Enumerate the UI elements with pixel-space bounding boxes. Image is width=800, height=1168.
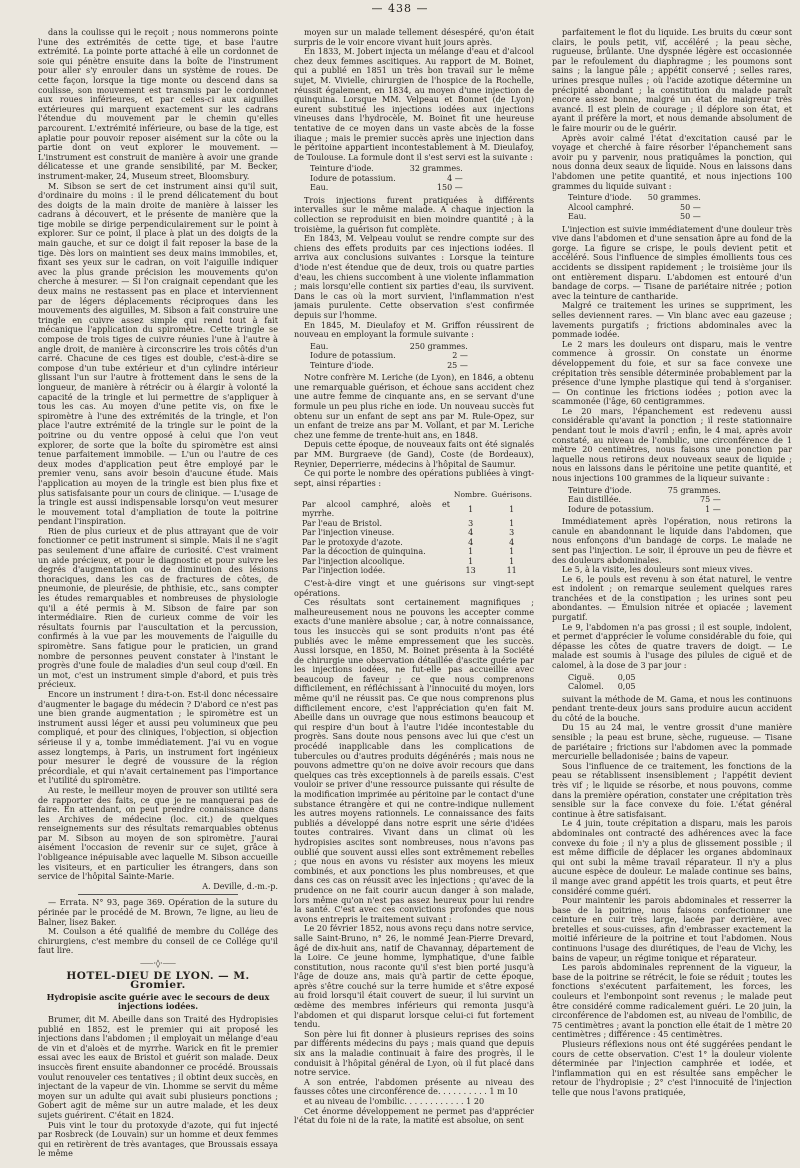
- paragraph: Le 4 juin, toute crépitation a disparu, mais les parois abdominales ont contracté des adhérences avec la face convexe du foie ; il n'y a plus de glissement possible ; il est même difficile de déplacer les organes abdominaux qui ont subi la même travail réparateur. Il n'y a plus aucune espèce de douleur. Le malade continue ses bains, il mange avec grand appétit les trois quarts, et peut être considéré comme guéri.: [552, 818, 792, 896]
- ingredient: Eau.: [310, 341, 329, 351]
- table-row: [300, 528, 534, 538]
- paragraph: Plusieurs réflexions nous ont été suggérées pendant le cours de cette observation. C'est 1° la douleur violente déterminée par l'injection camphrée et iodée, et l'inflammation qui en est résultée sans empêcher le retour de l'hydropisie ; 2° c'est l'innocuité de l'injection telle que nous l'avons pratiquée,: [552, 1039, 792, 1097]
- paragraph: En 1833, M. Jobert injecta un mélange d'eau et d'alcool chez deux femmes ascitiques. Au rapport de M. Boinet, qui a publié en 1851 un très bon travail sur le même sujet, M. Vivielle, chirurgien de l'hospice de la Rochelle, réussit également, en 1834, au moyen d'une injection de quinquina. Lorsque MM. Velpeau et Bonnet (de Lyon) eurent substitué les injections iodées aux injections vineuses dans l'hydrocèle, M. Boinet fit une heureuse tentative de ce moyen dans un vaste abcès de la fosse iliaque ; mais le premier succès après une injection dans le péritoine appartient incontestablement à M. Dieulafoy, de Toulouse. La formule dont il s'est servi est la suivante :: [294, 46, 534, 162]
- quantity: 25 —: [447, 360, 468, 370]
- ingredient: Ciguë.: [568, 672, 595, 682]
- quantity: 2 —: [452, 351, 468, 361]
- formula-row: [566, 203, 703, 213]
- cures-cell: 1: [509, 556, 515, 566]
- paragraph: A son entrée, l'abdomen présente au niveau des fausses côtes une circonférence de. . . . . . . . . . 1 m 10: [294, 1076, 534, 1097]
- paragraph: Le 2 mars les douleurs ont disparu, mais le ventre commence à grossir. On constate un énorme développement du foie, et sur sa face convexe une crépitation très sensible déterminée probablement par la présence d'une lymphe plastique qui tend à s'organiser. — On continue les frictions iodées ; potion avec la scammonée (l'âge, 60 centigrammes.: [552, 338, 792, 407]
- count-cell: 4: [468, 537, 474, 547]
- count-cell: 3: [468, 518, 474, 528]
- stats-header-cell: Guérisons.: [491, 490, 532, 500]
- col3-paragraphs-3: [552, 517, 792, 671]
- formula-row: [308, 342, 470, 352]
- ingredient: Calomel.: [568, 682, 604, 692]
- correction-note: M. Coulson a été qualifié de membre du Collége des chirurgiens, c'est membre du conseil de ce Collége qu'il faut lire.: [38, 926, 278, 956]
- page-number: — 438 —: [371, 2, 429, 15]
- cures-cell: 1: [509, 547, 515, 557]
- table-row: [300, 566, 534, 576]
- count-cell: 4: [468, 528, 474, 538]
- formula-row: [566, 212, 703, 222]
- paragraph: et au niveau de l'ombilic. . . . . . . . . . . . 1 20: [304, 1096, 485, 1106]
- ingredient: Eau distillée.: [568, 495, 621, 505]
- ingredient: Iodure de potassium.: [310, 173, 396, 183]
- col2-paragraphs: [294, 28, 534, 162]
- paragraph: Trois injections furent pratiquées à différents intervalles sur le même malade. A chaque injection la collection se reproduisit en bien moindre quantité ; à la troisième, la guérison fut complète.: [294, 194, 534, 234]
- column-middle: [294, 28, 534, 1160]
- method-cell: Par le protoxyde d'azote.: [302, 537, 403, 547]
- paragraph: Puis vint le tour du protoxyde d'azote, qui fut injecté par Rosbreck (de Louvain) sur un homme et deux femmes qui en retirèrent de très avantages, que Broussais essaya le même: [38, 1119, 278, 1159]
- col1-paragraphs-2: [38, 1015, 278, 1159]
- quantity: 50 —: [680, 202, 701, 212]
- ingredient: Iodure de potassium.: [568, 504, 654, 514]
- quantity: 50 grammes.: [647, 193, 701, 203]
- col2-paragraphs-3: [294, 373, 534, 488]
- table-row: [300, 557, 534, 567]
- paragraph: En 1843, M. Velpeau voulut se rendre compte sur des chiens des effets produits par ces injections iodées. Il arriva aux conclusions suivantes : Lorsque la teinture d'iode n'est étendue que de deux, trois ou quatre parties d'eau, les chiens succombent à une violente inflammation ; mais lorsqu'elle contient six parties d'eau, ils survivent. Dans le cas où la mort survient, l'inflammation n'est jamais purulente. Cette observation s'est confirmée depuis sur l'homme.: [294, 233, 534, 320]
- column-right: [552, 28, 792, 1160]
- section-subheading: Hydropisie ascite guérie avec le secours de deux injections iodées.: [46, 991, 270, 1012]
- method-cell: Par l'injection iodée.: [302, 566, 386, 576]
- paragraph: Pour maintenir les parois abdominales et resserrer la base de la poitrine, nous faisons confectionner une ceinture en cuir très large, lacée par derrière, avec bretelles et sous-cuisses, afin d'embrasser exactement la moitié inférieure de la poitrine et tout l'abdomen. Nous continuons l'usage des diurétiques, de l'eau de Vichy, les bains de vapeur, un régime tonique et réparateur.: [552, 895, 792, 963]
- method-cell: Par l'injection alcoolique.: [302, 556, 405, 566]
- paragraph: Encore un instrument ! dira-t-on. Est-il donc nécessaire d'augmenter le bagage du médecin ? D'abord ce n'est pas une bien grande augmentation ; le spiromètre est un instrument aussi léger et aussi peu volumineux que peu compliqué, et pour des cliniques, l'objection, si objection sérieuse il y a, tombe immédiatement. J'ai vu en vogue assez longtemps, à Paris, un instrument fort ingénieux pour mesurer le degré de voussure de la région précordiale, et qui n'avait certainement pas l'importance et l'utilité du spiromètre.: [38, 688, 278, 786]
- formula-row: [566, 505, 723, 515]
- formula-table-4: [566, 486, 723, 515]
- column-left: [38, 28, 278, 1160]
- col2-paragraphs-4: [294, 579, 534, 1126]
- paragraph: suivant la méthode de M. Gama, et nous les continuons pendant trente-deux jours sans produire aucun accident du côté de la bouche.: [552, 693, 792, 723]
- stats-header-cell: [300, 490, 452, 500]
- cures-cell: 11: [506, 566, 517, 576]
- divider: [78, 894, 238, 895]
- formula-row: [566, 673, 638, 683]
- col3-paragraphs: [552, 28, 792, 191]
- count-cell: 1: [468, 556, 474, 566]
- table-row: [300, 519, 534, 529]
- errata: — Errata. N° 93, page 369. Opération de la suture du périnée par le procédé de M. Brown, 7e ligne, au lieu de Balner, lisez Baker.: [38, 897, 278, 927]
- ornament-separator: ⸺·◊·⸺: [139, 959, 177, 968]
- paragraph: moyen sur un malade tellement désespéré, qu'on était surpris de le voir encore vivant huit jours après.: [294, 28, 534, 47]
- paragraph: Après avoir calmé l'état d'excitation causé par le voyage et cherché à faire résorber l'épanchement sans avoir pu y parvenir, nous pratiquâmes la ponction, qui nous donna deux seaux de liquide. Nous en laissons dans l'abdomen une petite quantité, et nous injections 100 grammes du liquide suivant :: [552, 132, 792, 191]
- paragraph: Notre confrère M. Leriche (de Lyon), en 1846, a obtenu une remarquable guérison, et échoue sans accident chez une autre femme de cinquante ans, en se servant d'une formule un peu plus riche en iode. Un nouveau succès fut obtenu sur un enfant de sept ans par M. Rule-Opez, sur un enfant de treize ans par M. Vollant, et par M. Leriche chez une femme de trente-huit ans, en 1848.: [294, 372, 534, 440]
- paragraph: Ces résultats sont certainement magnifiques ; malheureusement nous ne pouvons les accepter comme exacts d'une manière absolue ; car, à notre connaissance, tous les insuccès qui se sont produits n'ont pas été publiés avec le même empressement que les succès. Aussi lorsque, en 1850, M. Boinet présenta à la Société de chirurgie une observation détaillée d'ascite guérie par les injections iodées, ne fut-elle pas accueillie avec beaucoup de faveur ; ce que nous comprenons difficilement, en réfléchissant à l'innocuité du moyen, lors même qu'il ne réussit pas. Ce que nous comprenons plus difficilement encore, c'est l'appréciation qu'en fait M. Abeille dans un ouvrage que nous estimons beaucoup et qui respire d'un bout à l'autre l'idée incontestable du progrès. Sans doute nous pensons avec lui que c'est un procédé inapplicable dans les complications de tubercules ou d'autres produits dégénérés ; mais nous ne pouvons admettre qu'on ne doive avoir recours que dans quelques cas très exceptionnels à de pareils essais. C'est vouloir se priver d'une ressource puissante qui résulte de la modification imprimée au péritoine par le contact d'une substance étrangère et qui ne contre-indique nullement les autres moyens rationnels. Le connaissance des faits publiés a développé dans notre esprit une série d'idées toutes contraires. Vivant dans un climat où les hydropisies ascites sont nombreuses, nous n'avons pas oublié que souvent aussi elles sont extrêmement rebelles ; que nous en avons vu résister aux moyens les mieux combinés, et aux ponctions les plus nombreuses, et que dans ces cas on réussit avec les injections ; qu'avec de la prudence on ne fait courir aucun danger à son malade, lors même qu'on n'est pas assez heureux pour lui rendre la santé. C'est avec ces convictions profondes que nous avons entrepris le traitement suivant :: [294, 597, 534, 924]
- paragraph: Immédiatement après l'opération, nous retirons la canule en abandonnant le liquide dans l'abdomen, que nous enfonçons d'un bandage de corps. Le malade ne sent pas l'injection. Le soir, il éprouve un peu de fièvre et des douleurs abdominales.: [552, 516, 792, 565]
- paragraph: C'est-à-dire vingt et une guérisons sur vingt-sept opérations.: [294, 577, 534, 598]
- count-cell: 1: [468, 504, 474, 514]
- paragraph: Le 6, le pouls est revenu à son état naturel, le ventre est indolent ; on remarque seulement quelques rares tranchées et de la constipation ; les urines sont peu abondantes. — Émulsion nitrée et opiacée ; lavement purgatif.: [552, 573, 792, 623]
- formula-row: [566, 486, 723, 496]
- paragraph: Brumer, dit M. Abeille dans son Traité des Hydropisies publié en 1852, est le premier qui ait proposé les injections dans l'abdomen ; il employait un mélange d'eau de vin et d'aloès et de myrrhe. Warick en fit le premier essai avec les eaux de Bristol et guérit son malade. Deux insuccès firent ensuite abandonner ce procédé. Broussais voulut renouveler ces tentatives ; il obtint deux succès, en injectant de la vapeur de vin. Lhomme se servit du même moyen sur un adulte qui avait subi plusieurs ponctions ; Gobert agit de même sur un autre malade, et les deux sujets guérirent. C'était en 1824.: [38, 1013, 278, 1120]
- cures-cell: 3: [509, 528, 515, 538]
- formula-row: [308, 361, 470, 371]
- col1-paragraphs: [38, 28, 278, 882]
- table-row: [300, 547, 534, 557]
- method-cell: Par la décoction de quinquina.: [302, 547, 426, 557]
- statistics-table: [300, 490, 534, 576]
- cures-cell: 1: [509, 504, 515, 514]
- formula-table-1: [308, 164, 465, 193]
- formula-table-3: [566, 193, 703, 222]
- formula-row: [566, 682, 638, 692]
- quantity: 75 grammes.: [667, 485, 721, 495]
- ingredient: Teinture d'iode.: [568, 193, 632, 203]
- method-cell: Par l'injection vineuse.: [302, 528, 395, 538]
- paragraph: Du 15 au 24 mai, le ventre grossit d'une manière sensible ; la peau est brune, sèche, rugueuse. — Tisane de pariétaire ; frictions sur l'abdomen avec la pommade mercurielle belladonisée ; bains de vapeur.: [552, 722, 792, 762]
- quantity: 1 —: [705, 504, 721, 514]
- method-cell: Par l'eau de Bristol.: [302, 518, 383, 528]
- author-signature: A. Deville, d.-m.-p.: [202, 880, 278, 891]
- ingredient: Eau.: [568, 212, 587, 222]
- paragraph: Les parois abdominales reprennent de la vigueur, la base de la poitrine se rétrécit, le foie se réduit ; toutes les fonctions s'exécutent parfaitement, les forces, les couleurs et l'embonpoint sont revenus ; le malade peut être considéré comme radicalement guéri. Le 20 juin, la circonférence de l'abdomen est, au niveau de l'ombilic, de 75 centimètres ; avant la ponction elle était de 1 mètre 20 centimètres ; différence : 45 centimètres.: [552, 962, 792, 1040]
- count-cell: 13: [465, 566, 476, 576]
- formula-row: [308, 174, 465, 184]
- formula-table-2: [308, 342, 470, 371]
- paragraph: dans la coulisse qui le reçoit ; nous nommerons pointe l'une des extrémités de cette tige, et base l'autre extrémité. La pointe porte attaché à elle un cordonnet de soie qui pénètre ensuite dans la boîte de l'instrument pour aller s'y enrouler dans un système de roues. De cette façon, lorsque la tige monte ou descend dans sa coulisse, son mouvement est transmis par le cordonnet aux roues inférieures, et par celles-ci aux aiguilles extérieures qui marquent exactement sur les cadrans l'étendue du mouvement par le chemin qu'elles parcourent. L'extrémité inférieure, ou base de la tige, est aplatie pour pouvoir reposer aisément sur la côte ou la partie dont on veut explorer le mouvement. — L'instrument est construit de manière à avoir une grande délicatesse et une grande sensibilité, par M. Becker, instrument-maker, 24, Museum street, Bloomsbury.: [38, 28, 278, 181]
- quantity: 32 grammes.: [409, 164, 463, 174]
- formula-row: [566, 495, 723, 505]
- ingredient: Iodure de potassium.: [310, 351, 396, 361]
- quantity: 75 —: [700, 495, 721, 505]
- paragraph: Ce qui porte le nombre des opérations publiées à vingt-sept, ainsi réparties :: [294, 468, 534, 488]
- paragraph: Le 9, l'abdomen n'a pas grossi ; il est souple, indolent, et permet d'apprécier le volume considérable du foie, qui dépasse les côtes de quatre travers de doigt. — Le malade est soumis à l'usage des pilules de ciguë et de calomel, à la dose de 3 par jour :: [552, 621, 792, 671]
- paragraph: parfaitement le flot du liquide. Les bruits du cœur sont clairs, le pouls petit, vif, accéléré ; la peau sèche, rugueuse, brûlante. Une dyspnée légère est occasionnée par le refoulement du diaphragme ; les poumons sont sains ; la langue pâle ; appétit conservé ; selles rares, urines presque nulles ; où l'acide azotique détermine un précipité abondant ; la constitution du malade paraît encore assez bonne, malgré un état de maigreur très avancé. Il est plein de courage ; il déplore son état, et ayant il préfère la mort, et nous demande absolument de le faire mourir ou de le guérir.: [552, 28, 792, 133]
- statistics-header: [300, 490, 534, 500]
- paragraph: M. Sibson se sert de cet instrument ainsi qu'il suit, d'ordinaire du moins : il le prend délicatement du bout des doigts de la main droite de manière à laisser les cadrans à découvert, et le présente de manière que la tige mobile se dirige perpendiculairement sur le point à explorer. Sur ce point, il place à plat un des doigts de la main gauche, et sur ce doigt il fait reposer la base de la tige. Dès lors on maintient ses deux mains immobiles, et, fixant ses yeux sur le cadran, on voit l'aiguille indiquer avec la plus grande précision les mouvements qu'on cherche à mesurer. — Si l'on craignait cependant que les deux mains ne restassent pas en place et interviennent par de légers déplacements réciproques dans les mouvements des aiguilles, M. Sibson a fait construire une tringle en cuivre assez simple qui rend tout à fait mécanique l'application du spiromètre. Cette tringle se compose de trois tiges de cuivre réunies l'une à l'autre à angle droit, de manière à circonscrire les trois côtés d'un carré. Chacune de ces tiges est double, c'est-à-dire se compose d'un tube extérieur et d'un cylindre intérieur glissant l'un sur l'autre à frottement dans le sens de la longueur, de manière à rétrécir ou à élargir à volonté la capacité de la tringle et lui permettre de s'appliquer à tous les cas. Au moyen d'une petite vis, on fixe le spiromètre à l'une des extrémités de la tringle, et l'on place l'autre extrémité de la tringle sur le point de la poitrine ou du ventre opposé à celui que l'on veut explorer, de sorte que la boîte du spiromètre est ainsi tenue parfaitement immobile. — L'un ou l'autre de ces deux modes d'application peut être employé par le premier venu, sans avoir besoin d'aucune étude. Mais l'application au moyen de la tringle est bien plus fixe et plus satisfaisante pour un cours de clinique. — L'usage de la tringle est aussi indispensable lorsqu'on veut mesurer le mouvement total d'ampliation de toute la poitrine pendant l'inspiration.: [38, 180, 278, 527]
- paragraph: Le 20 février 1852, nous avons reçu dans notre service, salle Saint-Bruno, n° 26, le nommé Jean-Pierre Drevard, âgé de dix-huit ans, natif de Chavannay, département de la Loire. Ce jeune homme, lymphatique, d'une faible constitution, nous raconte qu'il s'est bien porté jusqu'à l'âge de douze ans, mais qu'à partir de cette époque, après s'être couché sur la terre humide et s'être exposé au froid lorsqu'il était couvert de sueur, il lui survint un œdème des membres inférieurs qui remonta jusqu'à l'abdomen et qui disparut lorsque celui-ci fut fortement tendu.: [294, 923, 534, 1030]
- table-row: [300, 500, 534, 519]
- stats-header-cell: Nombre.: [453, 490, 488, 500]
- formula-row: [566, 193, 703, 203]
- formula-row: [308, 351, 470, 361]
- paragraph: Malgré ce traitement les urines se suppriment, les selles deviennent rares. — Vin blanc avec eau gazeuse ; lavements purgatifs ; frictions abdominales avec la pommade iodée.: [552, 300, 792, 340]
- formula-table-5: [566, 673, 638, 692]
- paragraph: Le 20 mars, l'épanchement est redevenu aussi considérable qu'avant la ponction ; il reste stationnaire pendant tout le mois d'avril ; enfin, le 4 mai, après avoir constaté, au niveau de l'ombilic, une circonférence de 1 mètre 20 centimètres, nous faisons une ponction par laquelle nous retirons deux nouveaux seaux de liquide ; nous en laissons dans le péritoine une petite quantité, et nous injections 100 grammes de la liqueur suivante :: [552, 405, 792, 484]
- paragraph: Sous l'influence de ce traitement, les fonctions de la peau se rétablissent insensiblement ; l'appétit devient très vif ; le liquide se résorbe, et nous pouvons, comme dans la première opération, constater une crépitation très sensible sur la face convexe du foie. L'état général continue à être satisfaisant.: [552, 760, 792, 819]
- ingredient: Teinture d'iode.: [310, 360, 374, 370]
- quantity: 0,05: [617, 682, 636, 692]
- cures-cell: 1: [509, 518, 515, 528]
- quantity: 50 —: [680, 212, 701, 222]
- col3-paragraphs-4: [552, 695, 792, 1098]
- col3-paragraphs-2: [552, 225, 792, 484]
- ingredient: Alcool camphré.: [568, 202, 634, 212]
- quantity: 0,05: [617, 672, 636, 682]
- paragraph: Le 5, à la visite, les douleurs sont mieux vives.: [562, 564, 753, 575]
- formula-row: [308, 164, 465, 174]
- paragraph: Au reste, le meilleur moyen de prouver son utilité sera de rapporter des faits, ce que je ne manquerai pas de faire. En attendant, on peut prendre connaissance dans les Archives de médecine (loc. cit.) de quelques renseignements sur des résultats remarquables obtenus par M. Sibson au moyen de son spiromètre. J'aurai aisément l'occasion de revenir sur ce sujet, grâce à l'obligeance inépuisable avec laquelle M. Sibson accueille les visiteurs, et en particulier les étrangers, dans son service de l'hôpital Sainte-Marie.: [38, 784, 278, 882]
- col2-paragraphs-2: [294, 196, 534, 340]
- cures-cell: 4: [509, 537, 515, 547]
- method-cell: Par alcool camphré, aloès et myrrhe.: [302, 499, 450, 519]
- count-cell: 1: [468, 547, 474, 557]
- section-heading: HOTEL-DIEU DE LYON. — M. Gromier.: [66, 969, 250, 992]
- paragraph: En 1845, M. Dieulafoy et M. Griffon réussirent de nouveau en employant la formule suivante :: [294, 319, 534, 340]
- ingredient: Teinture d'iode.: [568, 485, 632, 495]
- paragraph: Depuis cette époque, de nouveaux faits ont été signalés par MM. Burgraeve (de Gand), Coste (de Bordeaux), Reynier, Deperrierre, médecins à l'hôpital de Saumur.: [294, 439, 534, 469]
- quantity: 250 grammes.: [409, 341, 468, 351]
- paragraph: L'injection est suivie immédiatement d'une douleur très vive dans l'abdomen et d'une sensation âpre au fond de la gorge. La figure se crispe, le pouls devient petit et accéléré. Sous l'influence de simples émollients tous ces accidents se dissipent rapidement ; le troisième jour ils ont entièrement disparu. L'abdomen est entouré d'un bandage de corps. — Tisane de pariétaire nitrée ; potion avec la teinture de cantharide.: [552, 223, 792, 301]
- formula-row: [308, 183, 465, 193]
- paragraph: Son père lui fit donner à plusieurs reprises des soins par différents médecins du pays ; mais quand que depuis six ans la maladie continuait à faire des progrès, il le conduisit à l'hôpital général de Lyon, où il fut placé dans notre service.: [294, 1028, 534, 1078]
- paragraph: Cet énorme développement ne permet pas d'apprécier l'état du foie ni de la rate, la matité est absolue, on sent: [294, 1105, 534, 1126]
- ingredient: Teinture d'iode.: [310, 164, 374, 174]
- paragraph: Rien de plus curieux et de plus attrayant que de voir fonctionner ce petit instrument si simple. Mais il ne s'agit pas seulement d'une affaire de curiosité. C'est vraiment un aide précieux, et pour le diagnostic et pour suivre les degrés d'augmentation ou de diminution des lésions thoraciques, dans les cas de fractures de côtes, de pneumonie, de pleurésie, de phthisie, etc., sans compter les études remarquables et nombreuses de physiologie qu'il a été permis à M. Sibson de faire par son intermédiaire. Rien de curieux comme de voir les résultats fournis par l'auscultation et la percussion, confirmés à la vue par les mouvements de l'aiguille du spiromètre. Sans fatigue pour le praticien, un grand nombre de personnes peuvent constater à l'instant le progrès d'une foule de maladies d'un seul coup d'œil. En un mot, c'est un instrument simple d'abord, et puis très précieux.: [38, 525, 278, 690]
- quantity: 4 —: [447, 173, 463, 183]
- table-row: [300, 538, 534, 548]
- statistics-body: [300, 500, 534, 576]
- ingredient: Eau.: [310, 183, 329, 193]
- quantity: 150 —: [436, 183, 463, 193]
